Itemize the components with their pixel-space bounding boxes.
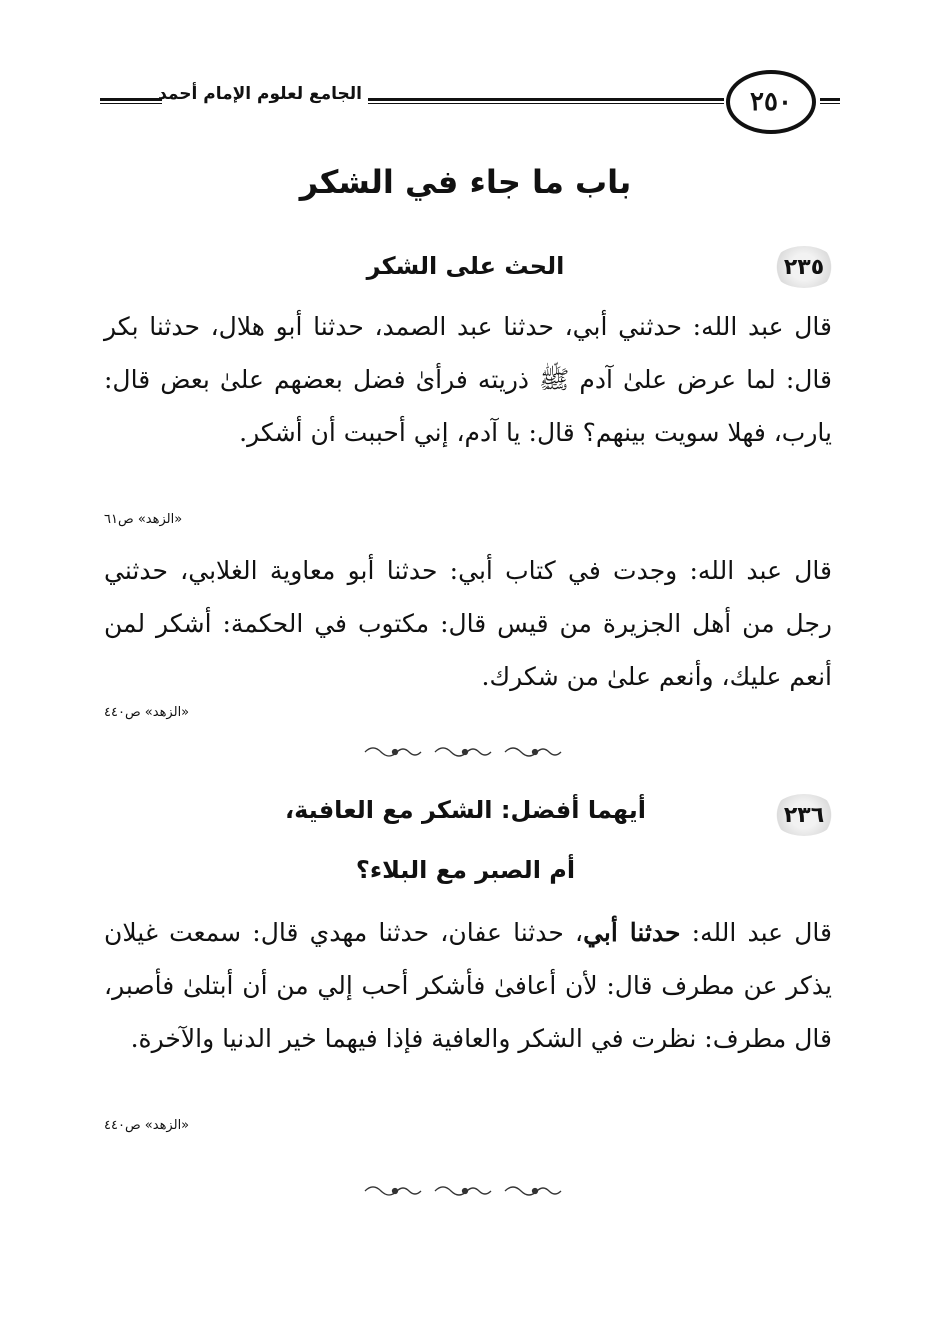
running-title: الجامع لعلوم الإمام أحمد	[158, 84, 362, 104]
page-header	[100, 70, 840, 140]
ornament-icon	[361, 743, 571, 761]
item-number-236: ٢٣٦	[772, 794, 836, 836]
page-number: ٢٥٠	[726, 70, 816, 134]
header-rule-middle	[368, 98, 724, 104]
source-citation: «الزهد» ص٤٤٠	[104, 705, 190, 720]
header-rule-left	[100, 98, 162, 104]
paragraph: قال عبد الله: وجدت في كتاب أبي: حدثنا أبو معاوية الغلابي، حدثني رجل من أهل الجزيرة من قيس قال: مكتوب في الحكمة: أشكر لمن أنعم عليك، وأنعم علىٰ من شكرك.	[104, 556, 833, 691]
section-divider-ornament	[0, 743, 931, 763]
section-heading-line2: أم الصبر مع البلاء؟	[355, 856, 576, 884]
bold-phrase: حدثنا أبي	[583, 918, 681, 947]
chapter-title: باب ما جاء في الشكر	[299, 163, 632, 201]
paragraph: قال عبد الله: حدثنا أبي، حدثنا عفان، حدثنا مهدي قال: سمعت غيلان يذكر عن مطرف قال: لأن أعافىٰ فأشكر أحب إلي من أن أبتلىٰ فأصبر، قال مطرف: نظرت في الشكر والعافية فإذا فيهما خير الدنيا والآخرة.	[104, 918, 832, 1053]
section-heading-line1: أيهما أفضل: الشكر مع العافية،	[285, 796, 646, 824]
paragraph: قال عبد الله: حدثني أبي، حدثنا عبد الصمد، حدثنا أبو هلال، حدثنا بكر قال: لما عرض علىٰ آدم ﷺ ذريته فرأىٰ فضل بعضهم علىٰ بعض قال: يارب، فهلا سويت بينهم؟ قال: يا آدم، إني أحببت أن أشكر.	[104, 312, 832, 447]
ornament-icon	[361, 1182, 571, 1200]
source-citation: «الزهد» ص٦١	[104, 512, 183, 527]
source-citation: «الزهد» ص٤٤٠	[104, 1118, 190, 1133]
header-rule-right	[820, 98, 840, 104]
section-heading: الحث على الشكر	[366, 252, 565, 280]
item-number-235: ٢٣٥	[772, 246, 836, 288]
section-divider-ornament	[0, 1182, 931, 1202]
